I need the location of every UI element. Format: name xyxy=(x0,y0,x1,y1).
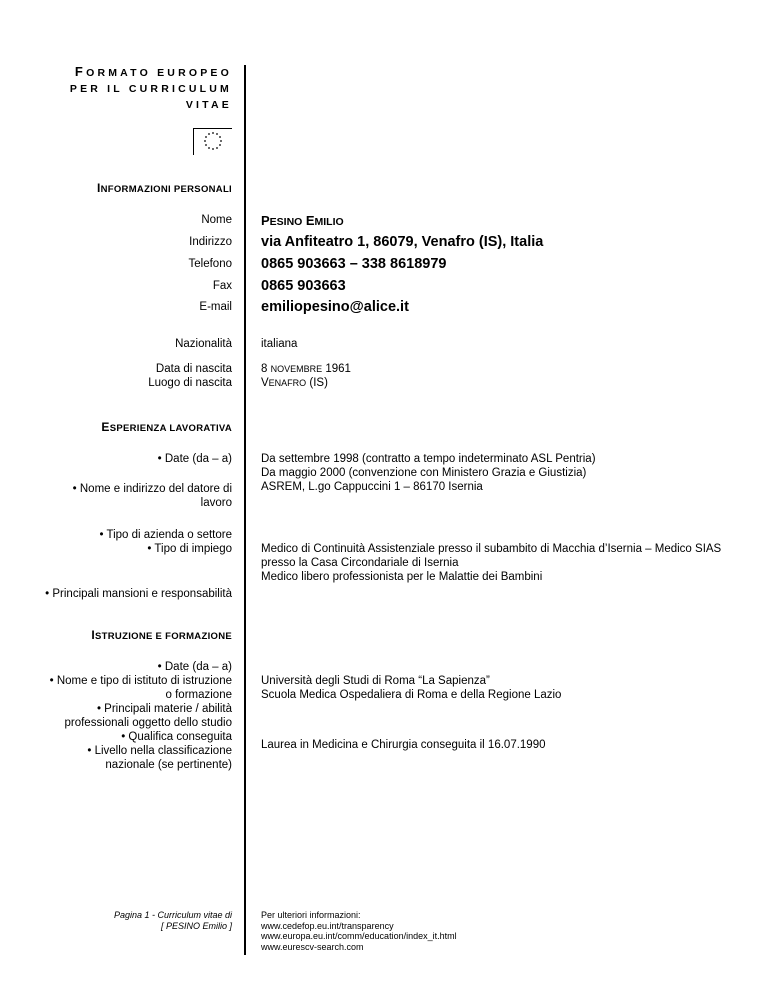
section-personal-info: INFORMAZIONI PERSONALI xyxy=(96,181,232,195)
email-label: E-mail xyxy=(199,301,232,313)
birthdate-label: Data di nascita xyxy=(155,363,232,375)
footer-link[interactable]: www.cedefop.eu.int/transparency xyxy=(261,920,394,931)
list-item: presso la Casa Circondariale di Isernia xyxy=(261,557,459,569)
name-label: Nome xyxy=(201,214,232,226)
footer-page-info: Pagina 1 - Curriculum vitae di [ PESINO Emilio ] xyxy=(113,910,232,931)
phone-value: 0865 903663 – 338 8618979 xyxy=(261,256,447,272)
section-work-experience: ESPERIENZA LAVORATIVA xyxy=(101,420,232,434)
list-item: Università degli Studi di Roma “La Sapienza” xyxy=(261,675,490,687)
list-item: Medico libero professionista per le Malattie dei Bambini xyxy=(261,571,543,583)
cv-title-line-1: FORMATO EUROPEO xyxy=(74,64,232,79)
edu-level-label: • Livello nella classificazione xyxy=(87,745,232,757)
exp-job-type-label: • Tipo di impiego xyxy=(147,543,232,555)
list-item: Da maggio 2000 (convenzione con Ministero Grazia e Giustizia) xyxy=(261,467,587,479)
list-item: Medico di Continuità Assistenziale presso il subambito di Macchia d’Isernia – Medico SIAS xyxy=(261,543,722,555)
list-item: Da settembre 1998 (contratto a tempo indeterminato ASL Pentria) xyxy=(261,453,596,465)
footer-link[interactable]: www.eurescv-search.com xyxy=(261,941,364,952)
exp-dates-label: • Date (da – a) xyxy=(157,453,232,465)
list-item: ASREM, L.go Cappuccini 1 – 86170 Isernia xyxy=(261,481,483,493)
fax-label: Fax xyxy=(212,280,232,292)
edu-institution-value xyxy=(261,674,561,702)
exp-duties-label: • Principali mansioni e responsabilità xyxy=(45,588,232,600)
footer-more-info: Per ulteriori informazioni: www.cedefop.eu.int/transparency www.europa.eu.int/comm/education/index_it.html www.eurescv-search.com xyxy=(261,910,457,952)
exp-sector-label: • Tipo di azienda o settore xyxy=(99,529,232,541)
edu-subjects-label: • Principali materie / abilità xyxy=(96,703,232,715)
eu-flag-logo xyxy=(193,128,232,155)
cv-title xyxy=(70,64,232,113)
edu-qualification-value: Laurea in Medicina e Chirurgia conseguita il 16.07.1990 xyxy=(261,739,546,751)
edu-institution-label: • Nome e tipo di istituto di istruzione xyxy=(49,675,232,687)
cv-title-line-3: VITAE xyxy=(185,99,232,111)
edu-labels: • Date (da – a) • Nome e tipo di istituto di istruzione o formazione • Principali materie / abilità professionali oggetto dello studio • Qualifica conseguita • Livello nella classificazione nazionale (se pertinente) xyxy=(49,661,232,771)
fax-value: 0865 903663 xyxy=(261,278,346,294)
phone-label: Telefono xyxy=(188,258,232,270)
address-label: Indirizzo xyxy=(189,236,232,248)
birthplace-label: Luogo di nascita xyxy=(148,377,232,389)
list-item: Scuola Medica Ospedaliera di Roma e della Regione Lazio xyxy=(261,689,562,701)
vertical-divider xyxy=(244,65,246,955)
edu-dates-label: • Date (da – a) xyxy=(157,661,232,673)
cv-title-line-2: PER IL CURRICULUM xyxy=(69,83,232,95)
section-education: ISTRUZIONE E FORMAZIONE xyxy=(91,628,232,642)
exp-dates-employer-value xyxy=(261,452,596,494)
edu-qualification-label: • Qualifica conseguita xyxy=(121,731,232,743)
nationality-label: Nazionalità xyxy=(175,338,232,350)
nationality-value: italiana xyxy=(261,338,298,350)
birthplace-value: VENAFRO (IS) xyxy=(261,377,328,389)
footer-link[interactable]: www.europa.eu.int/comm/education/index_it.html xyxy=(261,931,457,941)
email-value: emiliopesino@alice.it xyxy=(261,299,409,315)
address-value: via Anfiteatro 1, 86079, Venafro (IS), Italia xyxy=(261,234,544,250)
exp-job-value xyxy=(261,542,721,584)
eu-stars-icon xyxy=(194,129,232,155)
birthdate-value: 8 NOVEMBRE 1961 xyxy=(261,363,351,375)
name-value: PESINO EMILIO xyxy=(261,213,344,228)
exp-employer-label: • Nome e indirizzo del datore di lavoro xyxy=(72,483,232,509)
